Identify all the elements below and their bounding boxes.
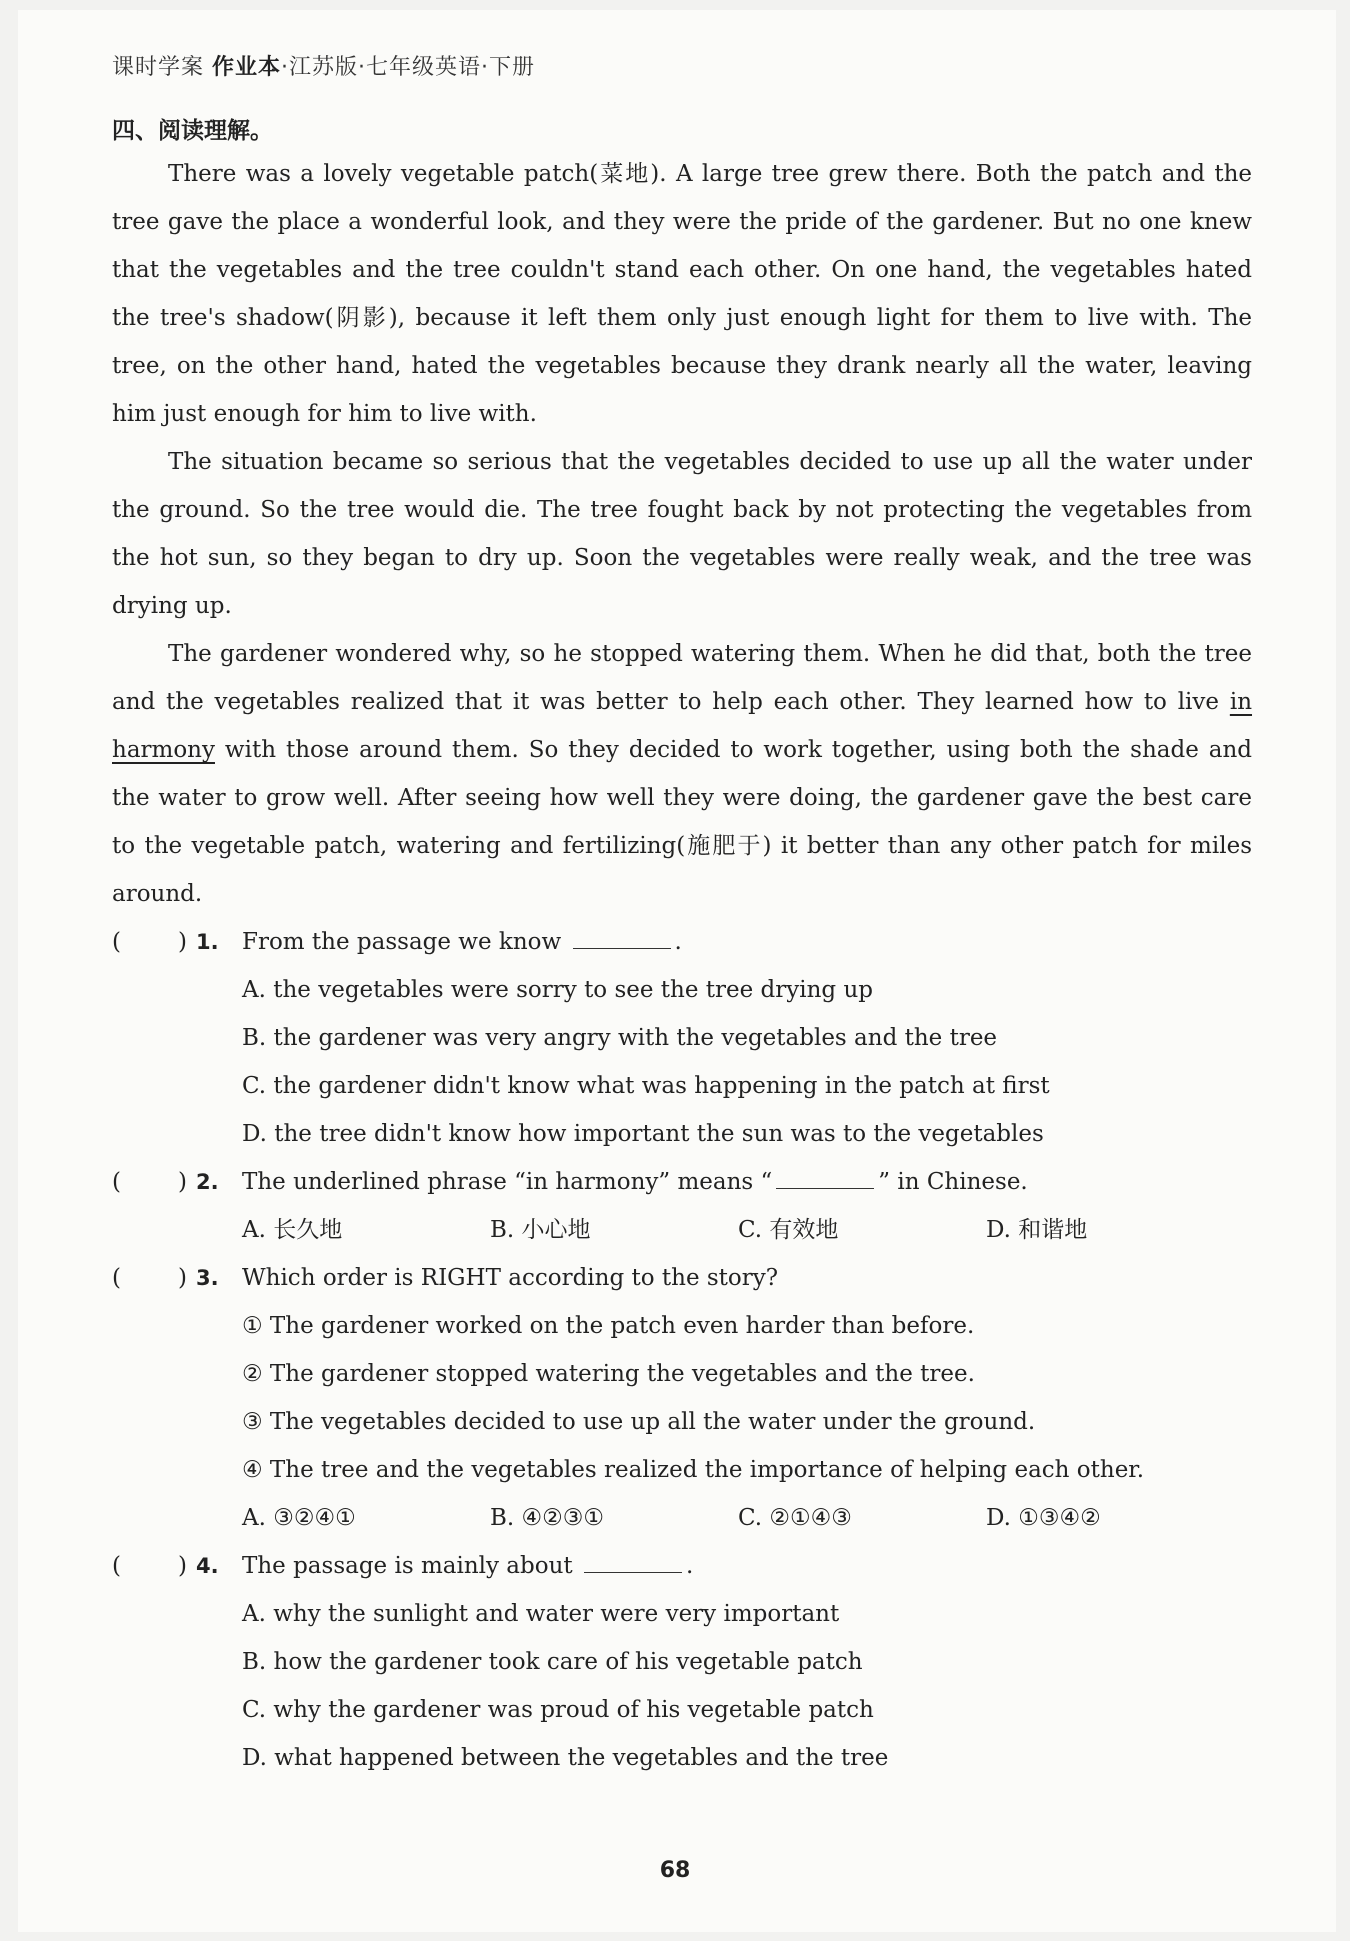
option-2d: D. 和谐地: [986, 1217, 1088, 1243]
statement-1: ① The gardener worked on the patch even harder than before.: [242, 1313, 975, 1339]
running-header: [112, 48, 1252, 88]
option-2b: B. 小心地: [490, 1217, 591, 1243]
option-3b: B. ④②③①: [490, 1505, 605, 1531]
paragraph-3-end: with those around them. So they decided to work together, using both the shade and the water to grow well. After seeing how well they were doing, the gardener gave the best care to the vegetable patch, watering and fertilizing(施肥于) it better than any other patch for miles around.: [112, 737, 1253, 907]
option-4d: D. what happened between the vegetables and the tree: [242, 1745, 889, 1771]
page-number: 68: [659, 1858, 691, 1883]
paragraph-3-start: The gardener wondered why, so he stopped watering them. When he did that, both the tree and the vegetables realized that it was better to help each other. They learned how to live: [112, 641, 1252, 715]
option-4c: C. why the gardener was proud of his vegetable patch: [242, 1697, 874, 1723]
question-stem: From the passage we know .: [242, 918, 682, 966]
question-stem: The passage is mainly about .: [242, 1542, 693, 1590]
options-2: [112, 1206, 1252, 1254]
question-number: 3.: [196, 1266, 219, 1290]
page-content: [112, 48, 1252, 1782]
option-2c: C. 有效地: [738, 1217, 839, 1243]
answer-blank: [573, 922, 671, 949]
option-1d: D. the tree didn't know how important the sun was to the vegetables: [242, 1121, 1044, 1147]
option-1a: A. the vegetables were sorry to see the tree drying up: [242, 977, 874, 1003]
option-1c: C. the gardener didn't know what was happening in the patch at first: [242, 1073, 1050, 1099]
passage-paragraph-3: [112, 630, 1252, 918]
option-3d: D. ①③④②: [986, 1505, 1101, 1531]
option-4b: B. how the gardener took care of his vegetable patch: [242, 1649, 863, 1675]
underlined-phrase: in harmony: [112, 689, 1253, 763]
option-2a: A. 长久地: [242, 1217, 343, 1243]
question-number: 4.: [196, 1554, 219, 1578]
section-title: 四、阅读理解。: [112, 118, 273, 144]
statement-4: ④ The tree and the vegetables realized the importance of helping each other.: [242, 1457, 1145, 1483]
question-1: ( ) 1. From the passage we know .: [112, 918, 1252, 966]
header-book: 作业本: [212, 55, 282, 80]
header-series: 课时学案: [112, 55, 205, 80]
header-edition: ·江苏版·七年级英语·下册: [281, 55, 536, 80]
statement-3: ③ The vegetables decided to use up all the water under the ground.: [242, 1409, 1036, 1435]
question-number: 1.: [196, 930, 219, 954]
option-4a: A. why the sunlight and water were very important: [242, 1601, 840, 1627]
question-stem: Which order is RIGHT according to the story?: [242, 1265, 779, 1291]
question-3: ( ) 3. Which order is RIGHT according to the story?: [112, 1254, 1252, 1302]
answer-blank: [776, 1162, 874, 1189]
answer-blank: [584, 1546, 682, 1573]
options-3: [112, 1494, 1252, 1542]
question-2: ( ) 2. The underlined phrase “in harmony” means “ ” in Chinese.: [112, 1158, 1252, 1206]
passage-paragraph-2: The situation became so serious that the vegetables decided to use up all the water under the ground. So the tree would die. The tree fought back by not protecting the vegetables from the hot sun, so they began to dry up. Soon the vegetables were really weak, and the tree was drying up.: [112, 449, 1252, 619]
statement-2: ② The gardener stopped watering the vegetables and the tree.: [242, 1361, 975, 1387]
question-number: 2.: [196, 1170, 219, 1194]
option-1b: B. the gardener was very angry with the vegetables and the tree: [242, 1025, 998, 1051]
passage-paragraph-1: There was a lovely vegetable patch(菜地). A large tree grew there. Both the patch and the tree gave the place a wonderful look, and they were the pride of the gardener. But no one knew that the vegetables and the tree couldn't stand each other. On one hand, the vegetables hated the tree's shadow(阴影), because it left them only just enough light for them to live with. The tree, on the other hand, hated the vegetables because they drank nearly all the water, leaving him just enough for him to live with.: [112, 161, 1252, 427]
option-3a: A. ③②④①: [242, 1505, 356, 1531]
question-stem: The underlined phrase “in harmony” means “ ” in Chinese.: [242, 1158, 1028, 1206]
question-4: ( ) 4. The passage is mainly about .: [112, 1542, 1252, 1590]
option-3c: C. ②①④③: [738, 1505, 852, 1531]
